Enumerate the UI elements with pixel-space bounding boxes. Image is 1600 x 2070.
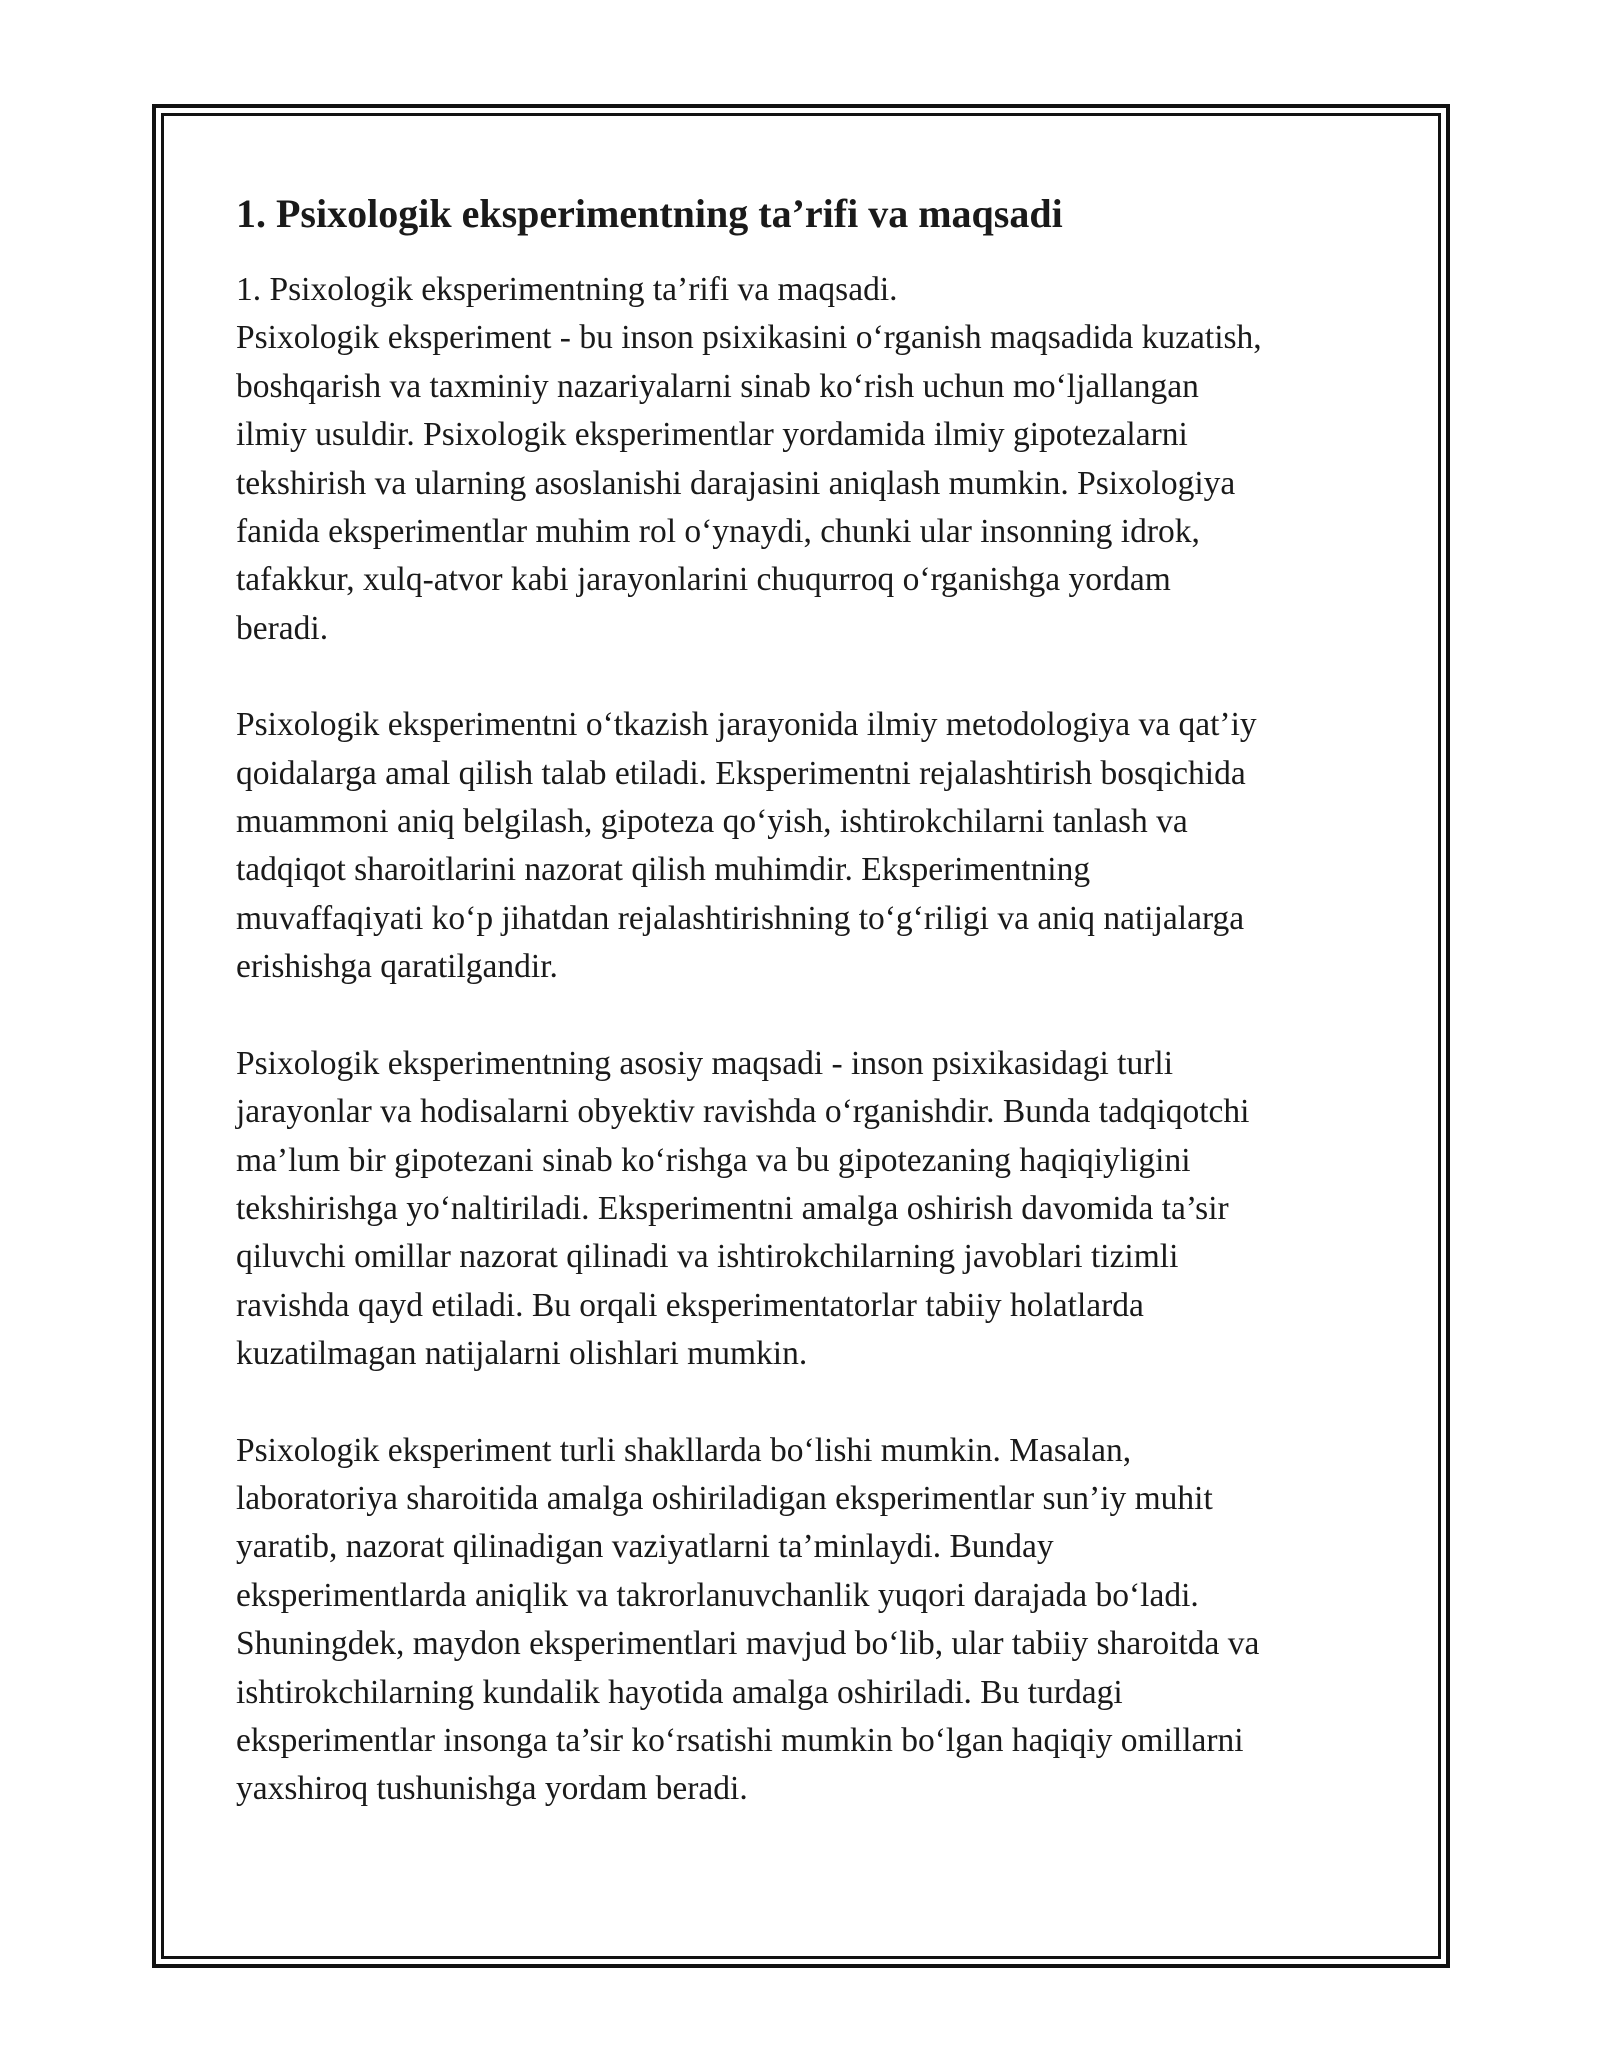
text-line: erishishga qaratilgandir.: [236, 948, 558, 986]
text-line: tekshirish va ularning asoslanishi darajasini aniqlash mumkin. Psixologiya: [236, 464, 1236, 502]
text-line: eksperimentlarda aniqlik va takrorlanuvchanlik yuqori darajada bo‘ladi.: [236, 1576, 1199, 1614]
text-line: tafakkur, xulq-atvor kabi jarayonlarini chuqurroq o‘rganishga yordam: [236, 561, 1171, 599]
text-line: jarayonlar va hodisalarni obyektiv ravishda o‘rganishdir. Bunda tadqiqotchi: [236, 1093, 1250, 1131]
text-line: Shuningdek, maydon eksperimentlari mavjud bo‘lib, ular tabiiy sharoitda va: [236, 1625, 1260, 1663]
text-line: qiluvchi omillar nazorat qilinadi va ishtirokchilarning javoblari tizimli: [236, 1238, 1179, 1276]
text-line: qoidalarga amal qilish talab etiladi. Eksperimentni rejalashtirish bosqichida: [236, 754, 1246, 792]
text-line: muammoni aniq belgilash, gipoteza qo‘yish, ishtirokchilarni tanlash va: [236, 803, 1188, 841]
text-line: yaratib, nazorat qilinadigan vaziyatlarni ta’minlaydi. Bunday: [236, 1528, 1054, 1566]
text-line: beradi.: [236, 609, 329, 647]
section-heading: 1. Psixologik eksperimentning ta’rifi va maqsadi: [236, 191, 1063, 236]
text-line: ravishda qayd etiladi. Bu orqali eksperimentatorlar tabiiy holatlarda: [236, 1286, 1144, 1324]
document-body: [236, 188, 1366, 1814]
text-line: fanida eksperimentlar muhim rol o‘ynaydi, chunki ular insonning idrok,: [236, 513, 1200, 551]
text-line: eksperimentlar insonga ta’sir ko‘rsatishi mumkin bo‘lgan haqiqiy omillarni: [236, 1721, 1244, 1759]
text-line: laboratoriya sharoitida amalga oshiriladigan eksperimentlar sun’iy muhit: [236, 1479, 1213, 1517]
paragraph-2: [236, 701, 1366, 991]
text-line: kuzatilmagan natijalarni olishlari mumkin.: [236, 1335, 808, 1373]
text-line: Psixologik eksperimentning asosiy maqsadi - inson psixikasidagi turli: [236, 1044, 1174, 1082]
text-line: yaxshiroq tushunishga yordam beradi.: [236, 1770, 748, 1808]
text-line: tadqiqot sharoitlarini nazorat qilish muhimdir. Eksperimentning: [236, 851, 1091, 889]
text-line: tekshirishga yo‘naltiriladi. Eksperimentni amalga oshirish davomida ta’sir: [236, 1189, 1229, 1227]
text-line: Psixologik eksperiment - bu inson psixikasini o‘rganish maqsadida kuzatish,: [236, 319, 1262, 357]
text-line: ilmiy usuldir. Psixologik eksperimentlar yordamida ilmiy gipotezalarni: [236, 416, 1188, 454]
text-line: ishtirokchilarning kundalik hayotida amalga oshiriladi. Bu turdagi: [236, 1673, 1123, 1711]
text-line: 1. Psixologik eksperimentning ta’rifi va maqsadi.: [236, 271, 898, 308]
text-line: Psixologik eksperimentni o‘tkazish jarayonida ilmiy metodologiya va qat’iy: [236, 706, 1257, 744]
text-line: ma’lum bir gipotezani sinab ko‘rishga va bu gipotezaning haqiqiyligini: [236, 1141, 1191, 1179]
text-line: boshqarish va taxminiy nazariyalarni sinab ko‘rish uchun mo‘ljallangan: [236, 367, 1199, 405]
paragraph-4: [236, 1427, 1366, 1814]
paragraph-3: [236, 1040, 1366, 1379]
text-line: muvaffaqiyati ko‘p jihatdan rejalashtirishning to‘g‘riligi va aniq natijalarga: [236, 899, 1245, 937]
text-line: Psixologik eksperiment turli shakllarda bo‘lishi mumkin. Masalan,: [236, 1431, 1132, 1469]
paragraph-1: [236, 266, 1366, 653]
